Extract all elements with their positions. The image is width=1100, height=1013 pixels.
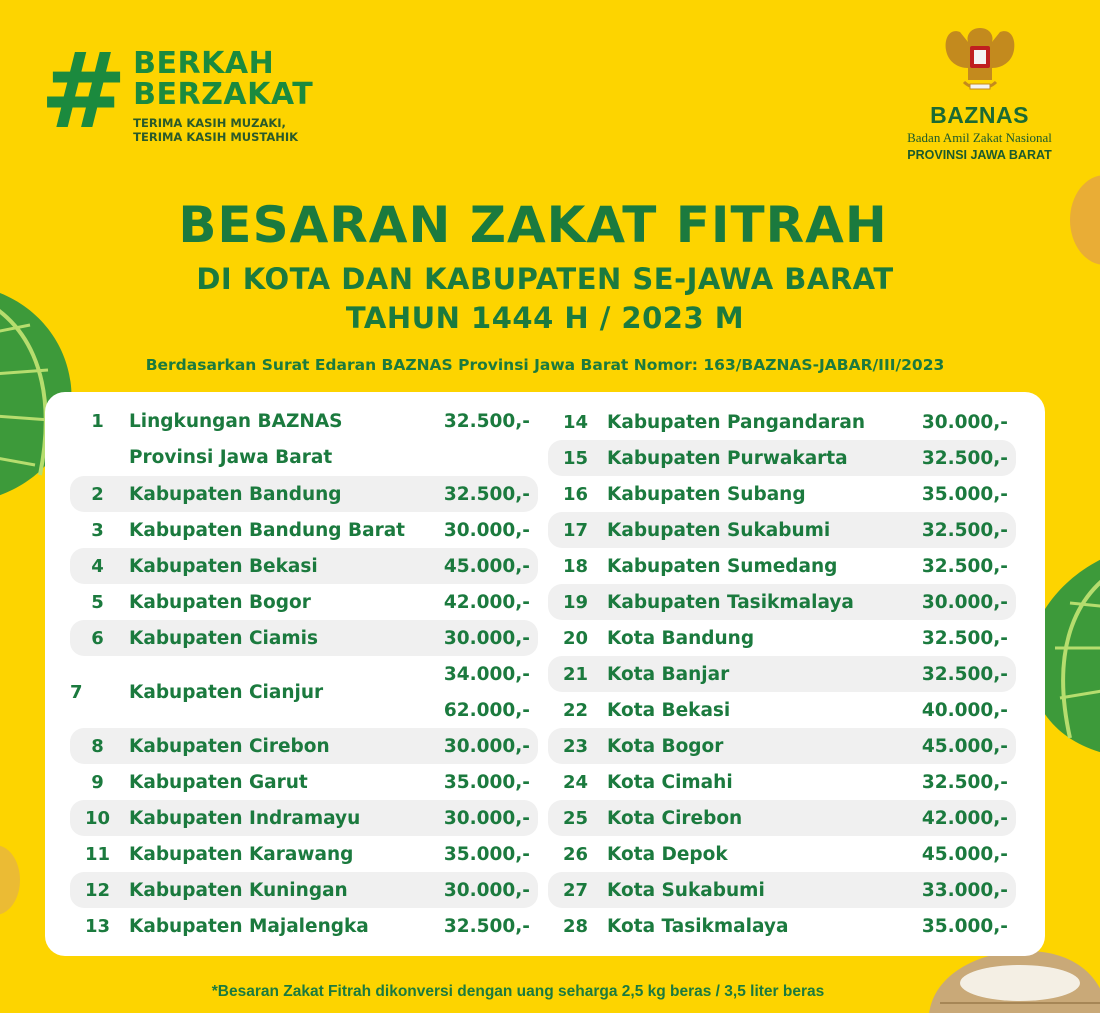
row-value: 45.000,- bbox=[921, 735, 1008, 757]
row-region: Kabupaten Kuningan bbox=[129, 879, 348, 901]
row-value: 32.500,- bbox=[921, 555, 1008, 577]
table-row bbox=[70, 764, 538, 800]
row-number: 24 bbox=[562, 771, 589, 793]
row-number: 9 bbox=[91, 771, 104, 793]
row-value: 32.500,- bbox=[443, 483, 530, 505]
row-number: 28 bbox=[562, 915, 589, 937]
row-region: Kabupaten Pangandaran bbox=[607, 411, 866, 433]
table-row bbox=[70, 728, 538, 764]
row-number: 3 bbox=[91, 519, 104, 541]
row-region: Kota Depok bbox=[607, 843, 728, 865]
table-row bbox=[70, 512, 538, 548]
row-number: 23 bbox=[562, 735, 589, 757]
row-value: 32.500,- bbox=[921, 519, 1008, 541]
row-value: 30.000,- bbox=[443, 735, 530, 757]
table-row bbox=[70, 908, 538, 944]
row-number: 1 bbox=[91, 411, 104, 432]
org-province: PROVINSI JAWA BARAT bbox=[907, 148, 1052, 162]
table-row bbox=[70, 656, 538, 728]
row-number: 4 bbox=[91, 555, 104, 577]
date-fruit-decoration bbox=[1070, 175, 1100, 265]
row-region: Kota Tasikmalaya bbox=[607, 915, 789, 937]
row-number: 21 bbox=[562, 663, 589, 685]
row-region: Kabupaten Sukabumi bbox=[607, 519, 831, 541]
row-number: 13 bbox=[84, 915, 111, 937]
table-row bbox=[70, 476, 538, 512]
row-region: Kabupaten Tasikmalaya bbox=[607, 591, 854, 613]
row-value: 30.000,- bbox=[443, 519, 530, 541]
row-region: Kabupaten Subang bbox=[607, 483, 806, 505]
row-number: 12 bbox=[84, 879, 111, 901]
row-value: 35.000,- bbox=[921, 915, 1008, 937]
row-number: 16 bbox=[562, 483, 589, 505]
row-value: 32.500,- bbox=[443, 411, 530, 432]
table-row bbox=[548, 728, 1016, 764]
row-value: 33.000,- bbox=[921, 879, 1008, 901]
row-number: 27 bbox=[562, 879, 589, 901]
row-value: 32.500,- bbox=[921, 663, 1008, 685]
row-region: Kota Cirebon bbox=[607, 807, 743, 829]
zakat-table-card bbox=[45, 392, 1045, 956]
row-number: 8 bbox=[91, 735, 104, 757]
row-number: 5 bbox=[91, 591, 104, 613]
row-region: Kota Banjar bbox=[607, 663, 730, 685]
row-value: 42.000,- bbox=[443, 591, 530, 613]
row-number: 7 bbox=[70, 681, 83, 703]
row-number: 18 bbox=[562, 555, 589, 577]
row-number: 25 bbox=[562, 807, 589, 829]
org-name: BAZNAS bbox=[930, 102, 1029, 128]
org-fullname: Badan Amil Zakat Nasional bbox=[907, 130, 1052, 145]
row-number: 15 bbox=[562, 447, 589, 469]
campaign-brand bbox=[40, 30, 314, 152]
row-value: 45.000,- bbox=[443, 555, 530, 577]
row-number: 20 bbox=[562, 627, 589, 649]
brand-tagline-1: TERIMA KASIH MUZAKI, bbox=[133, 116, 286, 130]
row-number: 14 bbox=[562, 411, 589, 433]
row-value: 40.000,- bbox=[921, 699, 1008, 721]
table-column-left bbox=[70, 404, 538, 944]
table-row bbox=[548, 872, 1016, 908]
row-region: Lingkungan BAZNAS Provinsi Jawa Barat bbox=[129, 411, 343, 468]
row-region: Kabupaten Bogor bbox=[129, 591, 311, 613]
row-number: 26 bbox=[562, 843, 589, 865]
row-value: 35.000,- bbox=[443, 771, 530, 793]
table-row bbox=[70, 584, 538, 620]
table-row bbox=[548, 512, 1016, 548]
date-fruit-decoration-left bbox=[0, 845, 20, 915]
row-number: 11 bbox=[84, 843, 111, 865]
row-value: 35.000,- bbox=[443, 843, 530, 865]
row-value: 32.500,- bbox=[921, 771, 1008, 793]
row-region: Kota Cimahi bbox=[607, 771, 733, 793]
row-value: 30.000,- bbox=[921, 591, 1008, 613]
brand-line-2: BERZAKAT bbox=[133, 77, 314, 112]
table-row bbox=[548, 584, 1016, 620]
table-row bbox=[548, 620, 1016, 656]
regulation-reference: Berdasarkan Surat Edaran BAZNAS Provinsi Jawa Barat Nomor: 163/BAZNAS-JABAR/III/2023 bbox=[145, 356, 945, 374]
row-region: Kabupaten Cianjur bbox=[129, 681, 324, 703]
row-region: Kabupaten Majalengka bbox=[129, 915, 369, 937]
brand-line-1: BERKAH bbox=[133, 46, 275, 81]
table-row bbox=[548, 548, 1016, 584]
table-row bbox=[70, 836, 538, 872]
table-row bbox=[548, 764, 1016, 800]
row-region: Kota Bekasi bbox=[607, 699, 731, 721]
row-region: Kota Bandung bbox=[607, 627, 755, 649]
table-row bbox=[70, 548, 538, 584]
row-region: Kota Bogor bbox=[607, 735, 724, 757]
table-row bbox=[70, 872, 538, 908]
row-number: 6 bbox=[91, 627, 104, 649]
table-row bbox=[548, 692, 1016, 728]
table-row bbox=[70, 404, 538, 476]
row-value: 30.000,- bbox=[443, 879, 530, 901]
row-number: 22 bbox=[562, 699, 589, 721]
table-row bbox=[548, 476, 1016, 512]
garuda-emblem-icon bbox=[940, 18, 1020, 98]
row-region: Kota Sukabumi bbox=[607, 879, 765, 901]
table-row bbox=[548, 908, 1016, 944]
page-title: BESARAN ZAKAT FITRAH bbox=[178, 196, 888, 254]
row-region: Kabupaten Bandung bbox=[129, 483, 342, 505]
row-value: 45.000,- bbox=[921, 843, 1008, 865]
footnote: *Besaran Zakat Fitrah dikonversi dengan uang seharga 2,5 kg beras / 3,5 liter beras bbox=[211, 983, 825, 1000]
row-value-secondary: 62.000,- bbox=[443, 699, 530, 721]
row-number: 10 bbox=[84, 807, 111, 829]
row-region: Kabupaten Bandung Barat bbox=[129, 519, 406, 541]
row-region: Kabupaten Indramayu bbox=[129, 807, 361, 829]
row-value: 30.000,- bbox=[921, 411, 1008, 433]
brand-tagline-2: TERIMA KASIH MUSTAHIK bbox=[133, 130, 299, 144]
page-subtitle-1: DI KOTA DAN KABUPATEN SE-JAWA BARAT bbox=[196, 262, 894, 296]
row-value: 32.500,- bbox=[443, 915, 530, 937]
row-region: Kabupaten Garut bbox=[129, 771, 308, 793]
baznas-logo bbox=[887, 18, 1072, 162]
row-value: 32.500,- bbox=[921, 627, 1008, 649]
row-number: 19 bbox=[562, 591, 589, 613]
table-row bbox=[548, 800, 1016, 836]
table-column-right bbox=[548, 404, 1016, 944]
row-region: Kabupaten Purwakarta bbox=[607, 447, 848, 469]
row-value: 30.000,- bbox=[443, 627, 530, 649]
row-region: Kabupaten Sumedang bbox=[607, 555, 838, 577]
row-region: Kabupaten Karawang bbox=[129, 843, 354, 865]
table-row bbox=[548, 404, 1016, 440]
hashtag-icon: # bbox=[40, 30, 124, 152]
table-row bbox=[548, 836, 1016, 872]
table-row bbox=[70, 800, 538, 836]
row-region: Kabupaten Bekasi bbox=[129, 555, 318, 577]
row-number: 2 bbox=[91, 483, 104, 505]
row-region: Kabupaten Cirebon bbox=[129, 735, 330, 757]
row-value: 30.000,- bbox=[443, 807, 530, 829]
page-subtitle-2: TAHUN 1444 H / 2023 M bbox=[345, 301, 745, 335]
table-row bbox=[548, 656, 1016, 692]
row-value: 32.500,- bbox=[921, 447, 1008, 469]
table-row bbox=[70, 620, 538, 656]
row-value: 34.000,- bbox=[443, 663, 530, 685]
row-number: 17 bbox=[562, 519, 589, 541]
row-value: 35.000,- bbox=[921, 483, 1008, 505]
row-value: 42.000,- bbox=[921, 807, 1008, 829]
row-region: Kabupaten Ciamis bbox=[129, 627, 318, 649]
table-row bbox=[548, 440, 1016, 476]
